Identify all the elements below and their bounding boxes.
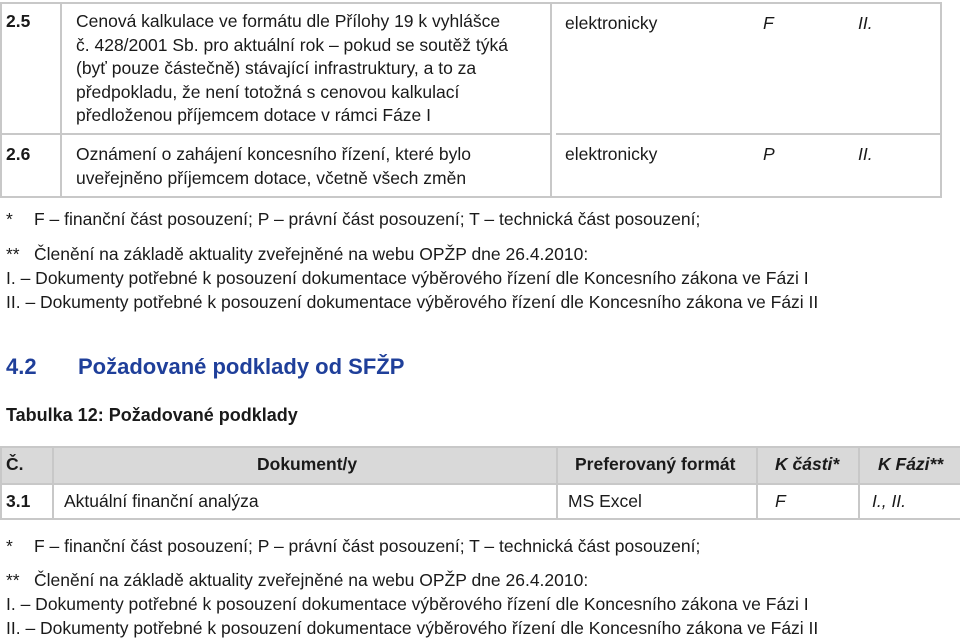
row-document bbox=[76, 143, 471, 190]
table-border bbox=[550, 2, 552, 198]
doc-line: č. 428/2001 Sb. pro aktuální rok – pokud se soutěž týká bbox=[76, 34, 508, 55]
footnote-phase-ii: II. – Dokumenty potřebné k posouzení dokumentace výběrového řízení dle Koncesního zákona ve Fázi II bbox=[6, 292, 819, 312]
footnote-star: * bbox=[6, 209, 13, 229]
header-phase: K Fázi** bbox=[878, 454, 944, 474]
header-format: Preferovaný formát bbox=[575, 454, 736, 474]
row-phase: II. bbox=[858, 144, 873, 164]
row-document bbox=[76, 10, 508, 128]
header-document: Dokument/y bbox=[257, 454, 358, 474]
footnote-star: * bbox=[6, 536, 13, 556]
doc-line: předpokladu, že není totožná s cenovou kalkulací bbox=[76, 81, 460, 102]
table-border bbox=[0, 446, 2, 520]
footnote-parts: F – finanční část posouzení; P – právní část posouzení; T – technická část posouzení; bbox=[34, 209, 701, 229]
table-border bbox=[0, 446, 960, 448]
table-border bbox=[60, 2, 62, 198]
row-part: F bbox=[763, 13, 774, 33]
table-border bbox=[940, 2, 942, 198]
table-border bbox=[556, 446, 558, 520]
row-phase: I., II. bbox=[872, 491, 907, 511]
table-border bbox=[0, 518, 960, 520]
footnote-phase-ii: II. – Dokumenty potřebné k posouzení dokumentace výběrového řízení dle Koncesního zákona ve Fázi II bbox=[6, 618, 819, 638]
table-border bbox=[0, 196, 942, 198]
row-format: elektronicky bbox=[565, 13, 658, 33]
footnote-dstar: ** bbox=[6, 570, 20, 590]
doc-line: předloženou příjemcem dotace v rámci Fáze I bbox=[76, 105, 432, 125]
row-phase: II. bbox=[858, 13, 873, 33]
doc-line: Cenová kalkulace ve formátu dle Přílohy 19 k vyhlášce bbox=[76, 11, 501, 31]
table-border bbox=[0, 2, 942, 4]
row-document: Aktuální finanční analýza bbox=[64, 491, 259, 511]
row-number: 2.5 bbox=[6, 11, 31, 31]
row-number: 3.1 bbox=[6, 491, 31, 511]
table-border bbox=[0, 2, 2, 198]
row-part: P bbox=[763, 144, 775, 164]
footnote-dstar: ** bbox=[6, 244, 20, 264]
table-border bbox=[756, 446, 758, 520]
doc-line: Oznámení o zahájení koncesního řízení, které bylo bbox=[76, 144, 471, 164]
table-border bbox=[52, 446, 54, 520]
doc-line: uveřejněno příjemcem dotace, včetně všech změn bbox=[76, 167, 467, 188]
table-border bbox=[556, 133, 942, 135]
doc-line: (byť pouze částečně) stávající infrastruktury, a to za bbox=[76, 58, 477, 78]
row-format: elektronicky bbox=[565, 144, 658, 164]
table-border bbox=[0, 133, 550, 135]
footnote-phase-i: I. – Dokumenty potřebné k posouzení dokumentace výběrového řízení dle Koncesního zákona ve Fázi I bbox=[6, 594, 809, 614]
table-border bbox=[0, 483, 960, 485]
row-part: F bbox=[775, 491, 786, 511]
footnote-phases: Členění na základě aktuality zveřejněné na webu OPŽP dne 26.4.2010: bbox=[34, 244, 589, 264]
footnote-parts: F – finanční část posouzení; P – právní část posouzení; T – technická část posouzení; bbox=[34, 536, 701, 556]
table-border bbox=[858, 446, 860, 520]
row-number: 2.6 bbox=[6, 144, 31, 164]
footnote-phases: Členění na základě aktuality zveřejněné na webu OPŽP dne 26.4.2010: bbox=[34, 570, 589, 590]
section-number: 4.2 bbox=[6, 354, 37, 379]
footnote-phase-i: I. – Dokumenty potřebné k posouzení dokumentace výběrového řízení dle Koncesního zákona ve Fázi I bbox=[6, 268, 809, 288]
row-format: MS Excel bbox=[568, 491, 642, 511]
header-part: K části* bbox=[775, 454, 840, 474]
table-caption: Tabulka 12: Požadované podklady bbox=[6, 405, 298, 425]
section-title: Požadované podklady od SFŽP bbox=[78, 354, 405, 379]
header-number: Č. bbox=[6, 454, 24, 474]
